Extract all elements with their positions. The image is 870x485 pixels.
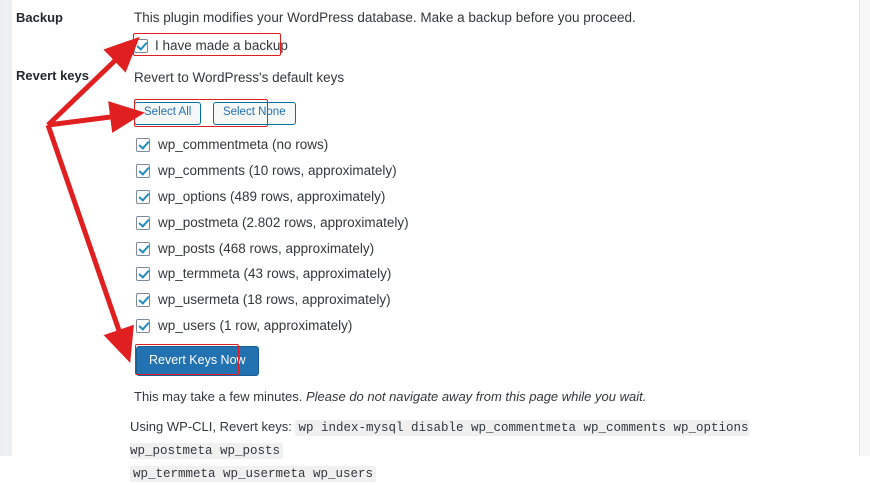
table-checkbox-label: wp_posts (468 rows, approximately): [158, 241, 375, 256]
arrow-to-backup-checkbox: [48, 50, 126, 125]
table-checkbox[interactable]: [136, 242, 150, 256]
backup-confirm-label: I have made a backup: [155, 38, 288, 53]
annotation-highlight-revert-button: [135, 344, 239, 375]
table-checkbox-row[interactable]: [136, 241, 374, 256]
table-checkbox[interactable]: [136, 319, 150, 333]
wp-cli-command-line-2: wp_termmeta wp_usermeta wp_users: [130, 466, 376, 482]
table-checkbox-label: wp_usermeta (18 rows, approximately): [158, 292, 391, 307]
table-checkbox-row[interactable]: [136, 215, 409, 230]
wait-note-italic: Please do not navigate away from this page while you wait.: [305, 389, 647, 404]
table-checkbox-label: wp_users (1 row, approximately): [158, 318, 353, 333]
table-checkbox-label: wp_commentmeta (no rows): [158, 137, 329, 152]
revert-keys-section-label: Revert keys: [16, 68, 89, 83]
table-checkbox[interactable]: [136, 267, 150, 281]
table-checkbox-row[interactable]: [136, 163, 397, 178]
table-checkbox-row[interactable]: [136, 137, 328, 152]
table-checkbox-row[interactable]: [136, 318, 352, 333]
table-checkbox-label: wp_comments (10 rows, approximately): [158, 163, 397, 178]
table-checkbox-row[interactable]: [136, 292, 391, 307]
backup-description: This plugin modifies your WordPress database. Make a backup before you proceed.: [134, 10, 636, 25]
revert-keys-description: Revert to WordPress's default keys: [134, 70, 345, 85]
table-checkbox[interactable]: [136, 293, 150, 307]
page-right-edge: [859, 0, 870, 456]
table-checkbox[interactable]: [136, 164, 150, 178]
annotation-highlight-backup-checkbox: [133, 33, 281, 56]
wait-note-plain: This may take a few minutes.: [134, 389, 306, 404]
table-checkbox-label: wp_options (489 rows, approximately): [158, 189, 386, 204]
backup-section-label: Backup: [16, 10, 63, 25]
wp-cli-command-line-1: wp index-mysql disable wp_commentmeta wp_comments wp_options wp_postmeta wp_posts: [130, 421, 749, 458]
arrow-to-revert-button: [48, 125, 124, 345]
wp-cli-hint: [130, 416, 820, 485]
table-checkbox[interactable]: [136, 190, 150, 204]
table-checkbox-row[interactable]: [136, 189, 385, 204]
select-none-button[interactable]: Select None: [213, 102, 296, 125]
arrow-to-select-all: [48, 115, 126, 125]
page-left-gutter: [6, 0, 12, 456]
wait-note: [134, 389, 646, 404]
table-checkbox-label: wp_postmeta (2.802 rows, approximately): [158, 215, 409, 230]
table-checkbox-label: wp_termmeta (43 rows, approximately): [158, 266, 392, 281]
annotation-highlight-select-buttons: [134, 99, 268, 127]
revert-keys-now-button[interactable]: Revert Keys Now: [136, 346, 259, 376]
table-checkbox-row[interactable]: [136, 266, 391, 281]
select-all-button[interactable]: Select All: [134, 102, 201, 125]
table-checkbox[interactable]: [136, 216, 150, 230]
table-checkbox[interactable]: [136, 138, 150, 152]
wp-cli-prefix: Using WP-CLI, Revert keys:: [130, 419, 292, 434]
